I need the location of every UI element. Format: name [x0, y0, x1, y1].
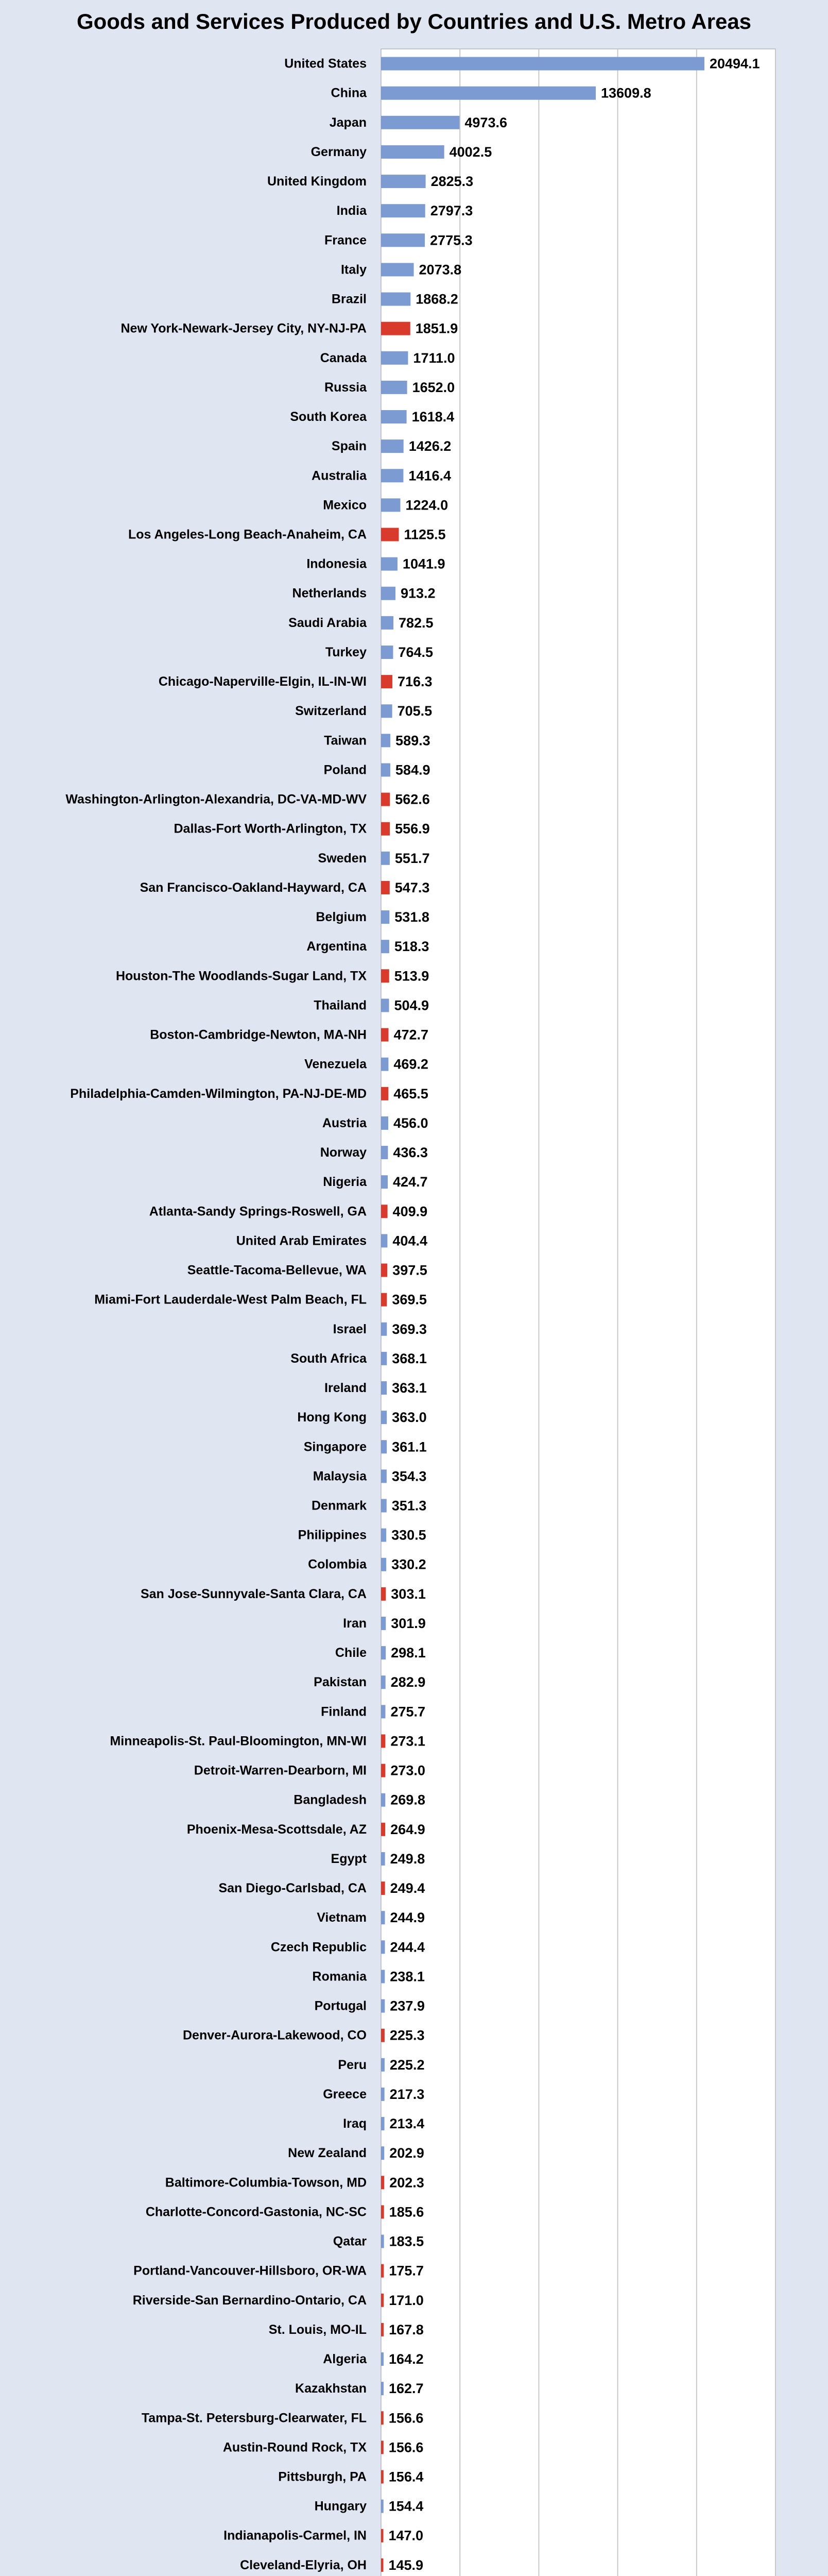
bar-country: [381, 763, 390, 776]
category-label: Chile: [335, 1646, 367, 1660]
category-label: Australia: [312, 468, 367, 483]
data-label: 354.3: [391, 1468, 427, 1484]
data-label: 225.3: [389, 2027, 425, 2043]
category-label: Ireland: [324, 1381, 367, 1396]
bar-country: [381, 1705, 385, 1718]
data-label: 1041.9: [402, 556, 445, 572]
bar-country: [381, 233, 425, 247]
category-label: San Diego-Carlsbad, CA: [218, 1881, 367, 1896]
data-label: 217.3: [389, 2086, 425, 2102]
data-label: 202.3: [389, 2175, 424, 2191]
data-label: 1224.0: [405, 497, 449, 513]
data-label: 472.7: [393, 1027, 429, 1043]
data-label: 202.9: [389, 2145, 424, 2161]
bar-country: [381, 57, 704, 71]
data-label: 183.5: [389, 2233, 424, 2249]
category-label: Russia: [324, 380, 367, 395]
bar-metro: [381, 1028, 388, 1042]
category-label: Miami-Fort Lauderdale-West Palm Beach, FL: [94, 1292, 367, 1307]
bar-metro: [381, 2411, 384, 2425]
bar-country: [381, 145, 444, 159]
data-label: 2073.8: [419, 262, 462, 278]
bar-metro: [381, 881, 390, 894]
bar-country: [381, 1469, 387, 1483]
bar-country: [381, 381, 407, 394]
bar-country: [381, 1617, 386, 1630]
bar-country: [381, 1440, 387, 1453]
category-label: San Jose-Sunnyvale-Santa Clara, CA: [140, 1586, 367, 1601]
bar-country: [381, 852, 390, 865]
bar-country: [381, 1323, 387, 1336]
chart-title: Goods and Services Produced by Countries and U.S. Metro Areas: [76, 9, 752, 33]
category-label: Venezuela: [304, 1057, 367, 1072]
category-label: South Africa: [290, 1351, 367, 1366]
category-label: Pittsburgh, PA: [278, 2469, 367, 2484]
data-label: 764.5: [398, 644, 434, 660]
bar-metro: [381, 2441, 384, 2454]
bar-metro: [381, 969, 389, 982]
category-label: St. Louis, MO-IL: [268, 2322, 367, 2337]
data-label: 2775.3: [430, 232, 473, 248]
data-label: 171.0: [389, 2292, 424, 2308]
data-label: 2797.3: [430, 203, 473, 219]
data-label: 469.2: [393, 1056, 428, 1072]
data-label: 1125.5: [404, 527, 446, 543]
bar-country: [381, 998, 389, 1012]
category-label: Algeria: [323, 2352, 367, 2367]
bar-metro: [381, 1764, 385, 1777]
category-label: Turkey: [325, 645, 367, 659]
category-label: Tampa-St. Petersburg-Clearwater, FL: [141, 2411, 367, 2426]
category-label: Austria: [322, 1115, 367, 1130]
category-label: Nigeria: [323, 1175, 367, 1190]
data-label: 369.3: [392, 1321, 427, 1337]
bar-metro: [381, 1734, 385, 1748]
category-label: United States: [284, 56, 367, 71]
data-label: 1851.9: [415, 320, 458, 336]
bar-metro: [381, 1087, 388, 1100]
category-label: Poland: [323, 762, 367, 777]
data-label: 147.0: [388, 2528, 424, 2544]
category-label: Italy: [340, 262, 367, 277]
category-label: New Zealand: [288, 2146, 367, 2161]
data-label: 518.3: [394, 939, 429, 955]
data-label: 269.8: [390, 1792, 425, 1808]
bar-country: [381, 1499, 387, 1513]
bar-country: [381, 2500, 384, 2513]
category-label: Singapore: [303, 1439, 367, 1454]
data-label: 264.9: [390, 1821, 425, 1837]
category-label: Detroit-Warren-Dearborn, MI: [194, 1763, 367, 1778]
data-label: 273.1: [390, 1733, 425, 1749]
category-label: Canada: [320, 350, 367, 365]
bar-country: [381, 1999, 385, 2013]
data-label: 1652.0: [412, 379, 455, 395]
data-label: 369.5: [392, 1292, 427, 1308]
category-label: Greece: [323, 2087, 367, 2102]
plot-area: [381, 49, 775, 2576]
category-label: Belgium: [316, 910, 367, 925]
data-label: 589.3: [395, 733, 430, 749]
data-label: 1426.2: [408, 438, 452, 454]
data-label: 238.1: [390, 1969, 425, 1985]
bar-metro: [381, 2529, 384, 2543]
bar-metro: [381, 322, 410, 335]
bar-country: [381, 1352, 387, 1365]
category-label: Philippines: [298, 1528, 367, 1543]
bar-country: [381, 1911, 385, 1924]
bar-country: [381, 616, 393, 630]
category-label: Dallas-Fort Worth-Arlington, TX: [174, 821, 367, 836]
bar-country: [381, 2088, 385, 2101]
bar-country: [381, 469, 403, 482]
bar-country: [381, 498, 401, 512]
bar-metro: [381, 2029, 385, 2042]
data-label: 547.3: [394, 879, 430, 895]
data-label: 244.4: [390, 1939, 425, 1955]
bar-metro: [381, 1823, 385, 1836]
category-label: Thailand: [314, 998, 367, 1013]
category-label: Norway: [320, 1145, 367, 1160]
data-label: 465.5: [393, 1086, 428, 1101]
bar-country: [381, 734, 390, 747]
data-label: 913.2: [400, 585, 436, 601]
bar-country: [381, 1852, 385, 1866]
category-label: South Korea: [290, 410, 367, 425]
data-label: 249.4: [390, 1880, 425, 1896]
bar-country: [381, 910, 389, 924]
bar-metro: [381, 528, 399, 541]
data-label: 363.1: [392, 1380, 427, 1396]
bar-country: [381, 587, 395, 600]
data-label: 1416.4: [408, 468, 451, 484]
bar-country: [381, 410, 407, 423]
data-label: 436.3: [393, 1145, 428, 1161]
bar-country: [381, 263, 414, 276]
category-label: Sweden: [318, 851, 367, 866]
data-label: 504.9: [394, 997, 429, 1013]
bar-country: [381, 1793, 385, 1807]
data-label: 330.5: [391, 1527, 426, 1543]
category-label: Switzerland: [295, 704, 367, 719]
bar-country: [381, 293, 410, 306]
category-label: Portland-Vancouver-Hillsboro, OR-WA: [133, 2263, 367, 2278]
category-label: Colombia: [308, 1557, 367, 1572]
category-label: Iran: [343, 1616, 367, 1631]
bar-country: [381, 2146, 384, 2160]
category-label: Iraq: [343, 2116, 367, 2131]
category-label: Charlotte-Concord-Gastonia, NC-SC: [145, 2205, 367, 2219]
bar-country: [381, 1411, 387, 1424]
data-label: 424.7: [393, 1174, 428, 1190]
category-label: Hungary: [314, 2499, 367, 2514]
data-label: 185.6: [389, 2204, 424, 2220]
bar-metro: [381, 675, 392, 688]
bar-metro: [381, 2264, 384, 2278]
data-label: 531.8: [394, 909, 429, 925]
data-label: 275.7: [390, 1704, 426, 1720]
category-label: Finland: [321, 1704, 367, 1719]
data-label: 282.9: [390, 1674, 426, 1690]
category-label: France: [324, 233, 367, 248]
category-label: China: [331, 86, 367, 100]
category-label: Kazakhstan: [295, 2381, 367, 2396]
category-label: Romania: [312, 1969, 367, 1984]
category-label: Spain: [331, 439, 367, 454]
category-label: Argentina: [306, 939, 367, 954]
category-label: Vietnam: [317, 1910, 367, 1925]
data-label: 361.1: [392, 1439, 427, 1455]
data-label: 363.0: [392, 1410, 427, 1426]
category-label: Egypt: [331, 1851, 367, 1866]
bar-country: [381, 2117, 385, 2130]
bar-country: [381, 2382, 384, 2395]
data-label: 1618.4: [411, 409, 455, 425]
data-label: 513.9: [394, 968, 429, 984]
category-label: Riverside-San Bernardino-Ontario, CA: [132, 2293, 367, 2308]
data-label: 303.1: [391, 1586, 426, 1602]
category-label: Washington-Arlington-Alexandria, DC-VA-MD-WV: [65, 792, 367, 807]
data-label: 4002.5: [449, 144, 492, 160]
data-label: 404.4: [392, 1233, 427, 1249]
bar-metro: [381, 2294, 384, 2307]
data-label: 556.9: [395, 821, 430, 837]
category-label: India: [336, 204, 367, 218]
bar-country: [381, 116, 459, 129]
category-label: Hong Kong: [297, 1410, 367, 1425]
category-label: Philadelphia-Camden-Wilmington, PA-NJ-DE-MD: [70, 1086, 367, 1101]
bar-country: [381, 87, 596, 100]
category-label: Houston-The Woodlands-Sugar Land, TX: [115, 969, 367, 984]
category-label: Portugal: [314, 1998, 367, 2013]
data-label: 1711.0: [413, 350, 455, 366]
category-label: Boston-Cambridge-Newton, MA-NH: [150, 1027, 367, 1042]
bar-metro: [381, 1882, 385, 1895]
category-label: Peru: [338, 2057, 367, 2072]
category-label: United Kingdom: [267, 174, 367, 189]
category-label: Seattle-Tacoma-Bellevue, WA: [187, 1263, 367, 1278]
category-label: Israel: [333, 1321, 367, 1336]
category-label: Chicago-Naperville-Elgin, IL-IN-WI: [158, 674, 367, 689]
data-label: 249.8: [390, 1851, 425, 1867]
bar-country: [381, 1381, 387, 1395]
data-label: 330.2: [391, 1556, 426, 1572]
data-label: 20494.1: [709, 56, 760, 72]
bar-country: [381, 175, 426, 188]
bar-metro: [381, 2323, 384, 2336]
category-label: New York-Newark-Jersey City, NY-NJ-PA: [120, 321, 367, 336]
bar-country: [381, 2352, 384, 2366]
data-label: 273.0: [390, 1762, 425, 1778]
data-label: 156.4: [388, 2469, 424, 2485]
data-label: 162.7: [388, 2381, 424, 2397]
bar-country: [381, 204, 425, 217]
data-label: 167.8: [389, 2321, 424, 2337]
bar-metro: [381, 1264, 387, 1277]
category-label: San Francisco-Oakland-Hayward, CA: [140, 880, 367, 895]
bar-country: [381, 1675, 386, 1689]
bar-country: [381, 439, 404, 453]
data-label: 225.2: [389, 2057, 425, 2073]
category-label: Mexico: [323, 498, 367, 513]
category-label: Los Angeles-Long Beach-Anaheim, CA: [128, 527, 367, 542]
category-label: Indianapolis-Carmel, IN: [223, 2528, 367, 2543]
bar-metro: [381, 1587, 386, 1601]
data-label: 164.2: [389, 2351, 424, 2367]
data-label: 705.5: [397, 703, 433, 719]
data-label: 368.1: [392, 1350, 427, 1366]
bar-country: [381, 1146, 388, 1159]
data-label: 301.9: [391, 1615, 426, 1631]
category-label: Cleveland-Elyria, OH: [240, 2557, 367, 2572]
data-label: 154.4: [388, 2498, 424, 2514]
category-label: Czech Republic: [270, 1940, 367, 1955]
bar-metro: [381, 2470, 384, 2484]
category-label: Atlanta-Sandy Springs-Roswell, GA: [149, 1204, 367, 1219]
bar-country: [381, 704, 392, 718]
data-label: 4973.6: [464, 114, 507, 130]
bar-country: [381, 1058, 388, 1071]
bar-metro: [381, 2176, 384, 2189]
category-label: Japan: [329, 115, 367, 130]
category-label: Saudi Arabia: [288, 615, 367, 630]
category-label: Denver-Aurora-Lakewood, CO: [182, 2028, 367, 2043]
category-label: Taiwan: [324, 733, 367, 748]
category-label: Brazil: [331, 292, 367, 307]
bar-country: [381, 2058, 385, 2072]
bar-country: [381, 940, 389, 953]
bar-metro: [381, 2558, 383, 2572]
bar-metro: [381, 2205, 384, 2218]
category-label: Qatar: [333, 2234, 367, 2249]
category-label: Indonesia: [306, 556, 367, 571]
bar-country: [381, 1970, 385, 1983]
data-label: 213.4: [389, 2116, 425, 2132]
data-label: 1868.2: [416, 291, 458, 307]
category-label: Denmark: [312, 1498, 367, 1513]
data-label: 298.1: [391, 1645, 426, 1661]
data-label: 13609.8: [601, 85, 651, 101]
bar-country: [381, 1646, 386, 1659]
bar-country: [381, 1175, 388, 1189]
data-label: 716.3: [397, 674, 433, 690]
data-label: 551.7: [394, 850, 430, 866]
bar-country: [381, 1529, 386, 1542]
data-label: 2825.3: [430, 174, 474, 190]
bar-country: [381, 2235, 384, 2248]
bar-country: [381, 557, 398, 571]
category-label: Netherlands: [292, 586, 367, 601]
bar-metro: [381, 1205, 388, 1218]
data-label: 351.3: [391, 1498, 427, 1514]
data-label: 456.0: [393, 1115, 428, 1131]
data-label: 782.5: [398, 615, 434, 631]
data-label: 584.9: [395, 762, 430, 778]
bar-metro: [381, 822, 390, 836]
bar-metro: [381, 793, 390, 806]
bar-country: [381, 1234, 387, 1247]
data-label: 409.9: [392, 1204, 428, 1219]
bar-country: [381, 646, 393, 659]
data-label: 175.7: [389, 2263, 424, 2279]
bar-country: [381, 1940, 385, 1954]
category-label: Bangladesh: [294, 1792, 367, 1807]
data-label: 562.6: [395, 791, 430, 807]
category-label: Baltimore-Columbia-Towson, MD: [165, 2175, 367, 2190]
category-label: Minneapolis-St. Paul-Bloomington, MN-WI: [110, 1734, 367, 1749]
data-label: 397.5: [392, 1262, 427, 1278]
category-label: Pakistan: [314, 1675, 367, 1690]
data-label: 145.9: [388, 2557, 424, 2573]
category-label: Phoenix-Mesa-Scottsdale, AZ: [186, 1822, 367, 1837]
data-label: 237.9: [390, 1998, 425, 2014]
bar-country: [381, 1558, 386, 1571]
category-label: United Arab Emirates: [236, 1233, 367, 1248]
bar-metro: [381, 1293, 387, 1307]
data-label: 156.6: [388, 2439, 424, 2455]
category-label: Austin-Round Rock, TX: [222, 2440, 367, 2455]
bar-country: [381, 351, 408, 365]
category-label: Malaysia: [313, 1469, 367, 1484]
data-label: 156.6: [388, 2410, 424, 2426]
bar-country: [381, 1116, 388, 1130]
category-label: Germany: [310, 144, 367, 159]
data-label: 244.9: [390, 1910, 425, 1926]
